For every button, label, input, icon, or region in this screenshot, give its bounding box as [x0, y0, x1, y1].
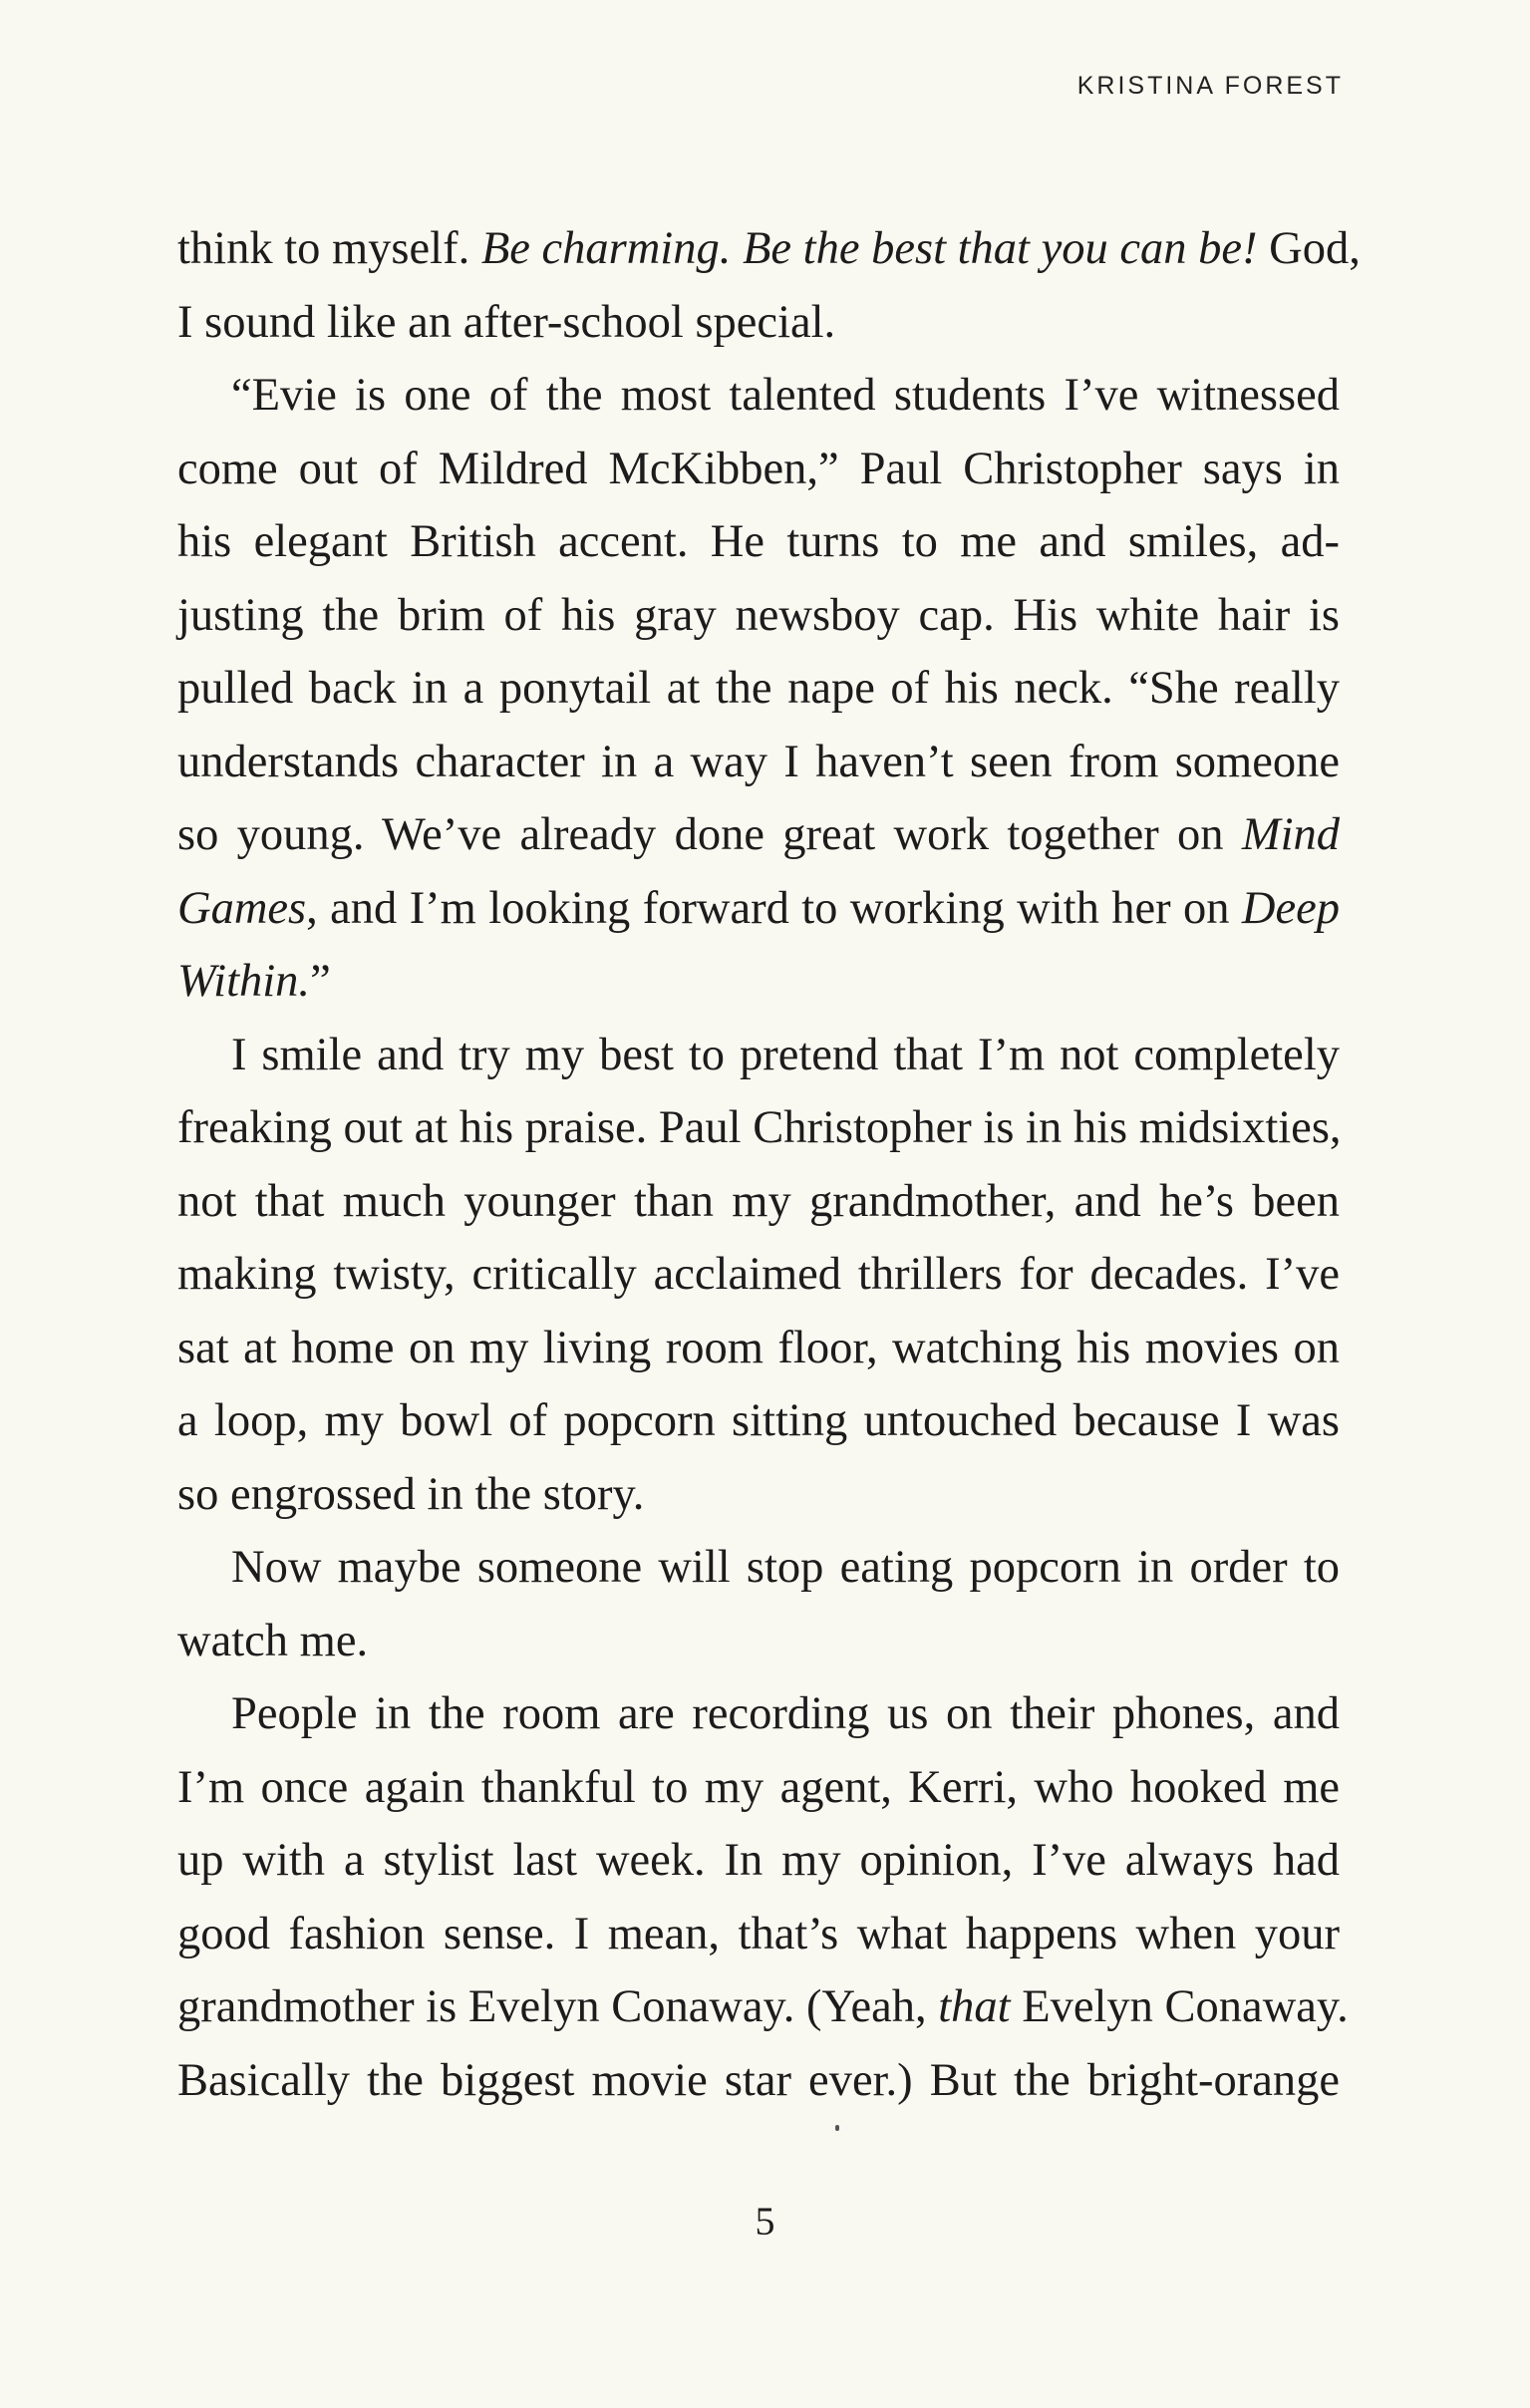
text-run: justing the brim of his gray newsboy cap. His white hair is — [177, 589, 1340, 641]
text-line — [177, 579, 1340, 653]
text-line — [177, 872, 1340, 946]
text-line — [177, 359, 1340, 433]
text-line — [177, 433, 1340, 506]
text-run: God, — [1257, 223, 1361, 274]
text-run: so young. We’ve already done great work together on — [177, 809, 1242, 860]
text-line — [177, 945, 1340, 1019]
body-text — [177, 212, 1361, 2117]
text-run: ” — [310, 956, 331, 1007]
text-run: come out of Mildred McKibben,” Paul Christopher says in — [177, 443, 1340, 494]
text-run: think to myself. — [177, 223, 481, 274]
text-line — [177, 652, 1340, 726]
italic-text: Deep — [1241, 882, 1340, 934]
text-line — [177, 798, 1340, 872]
text-run: not that much younger than my grandmother, and he’s been — [177, 1175, 1340, 1227]
text-run: I sound like an after-school special. — [177, 296, 836, 348]
text-line — [177, 1091, 1340, 1165]
text-run: watch me. — [177, 1615, 369, 1666]
text-run: making twisty, critically acclaimed thrillers for decades. I’ve — [177, 1249, 1340, 1300]
text-line — [177, 1312, 1340, 1385]
text-run: freaking out at his praise. Paul Christopher is in his midsixties, — [177, 1102, 1342, 1153]
text-run: Now maybe someone will stop eating popcorn in order to — [231, 1542, 1340, 1593]
text-line — [177, 1898, 1340, 1971]
text-line — [177, 1970, 1349, 2044]
text-run: understands character in a way I haven’t seen from someone — [177, 736, 1340, 787]
text-line — [177, 726, 1340, 799]
text-run: Basically the biggest movie star ever.) But the bright-orange — [177, 2054, 1340, 2106]
text-line — [177, 1677, 1340, 1751]
text-run: grandmother is Evelyn Conaway. (Yeah, — [177, 1981, 939, 2032]
page-number: 5 — [755, 2199, 775, 2244]
text-line — [177, 1605, 1340, 1678]
italic-text: that — [938, 1981, 1011, 2032]
text-run: I’m once again thankful to my agent, Kerri, who hooked me — [177, 1761, 1340, 1813]
text-run: sat at home on my living room floor, watching his movies on — [177, 1322, 1340, 1373]
text-run: up with a stylist last week. In my opinion, I’ve always had — [177, 1835, 1340, 1886]
italic-text: Within. — [177, 956, 311, 1007]
italic-text: Be charming. Be the best that you can be! — [480, 223, 1258, 274]
text-run: People in the room are recording us on their phones, and — [231, 1688, 1340, 1739]
text-line — [177, 212, 1361, 286]
text-run: a loop, my bowl of popcorn sitting untouched because I was — [177, 1395, 1340, 1446]
text-line — [177, 2044, 1340, 2118]
italic-text: Mind — [1241, 809, 1340, 860]
text-line — [177, 1165, 1340, 1239]
text-run: I smile and try my best to pretend that I’m not completely — [231, 1029, 1340, 1080]
text-line — [177, 1458, 1340, 1532]
text-line — [177, 1384, 1340, 1458]
text-run: so engrossed in the story. — [177, 1468, 645, 1520]
text-run: Evelyn Conaway. — [1010, 1981, 1349, 2032]
text-line — [177, 1238, 1340, 1312]
italic-text: Games — [177, 882, 307, 934]
text-run: “Evie is one of the most talented students I’ve witnessed — [231, 370, 1340, 421]
print-speck — [835, 2125, 839, 2131]
text-run: , and I’m looking forward to working with her on — [306, 882, 1242, 934]
running-header-author: KRISTINA FOREST — [1076, 72, 1344, 100]
text-line — [177, 1824, 1340, 1898]
text-run: his elegant British accent. He turns to me and smiles, ad- — [177, 516, 1340, 567]
text-line — [177, 1019, 1340, 1092]
text-line — [177, 1751, 1340, 1825]
text-line — [177, 1531, 1340, 1605]
text-run: pulled back in a ponytail at the nape of his neck. “She really — [177, 663, 1340, 714]
text-line — [177, 505, 1340, 579]
text-line — [177, 286, 1340, 360]
text-run: good fashion sense. I mean, that’s what happens when your — [177, 1908, 1340, 1959]
